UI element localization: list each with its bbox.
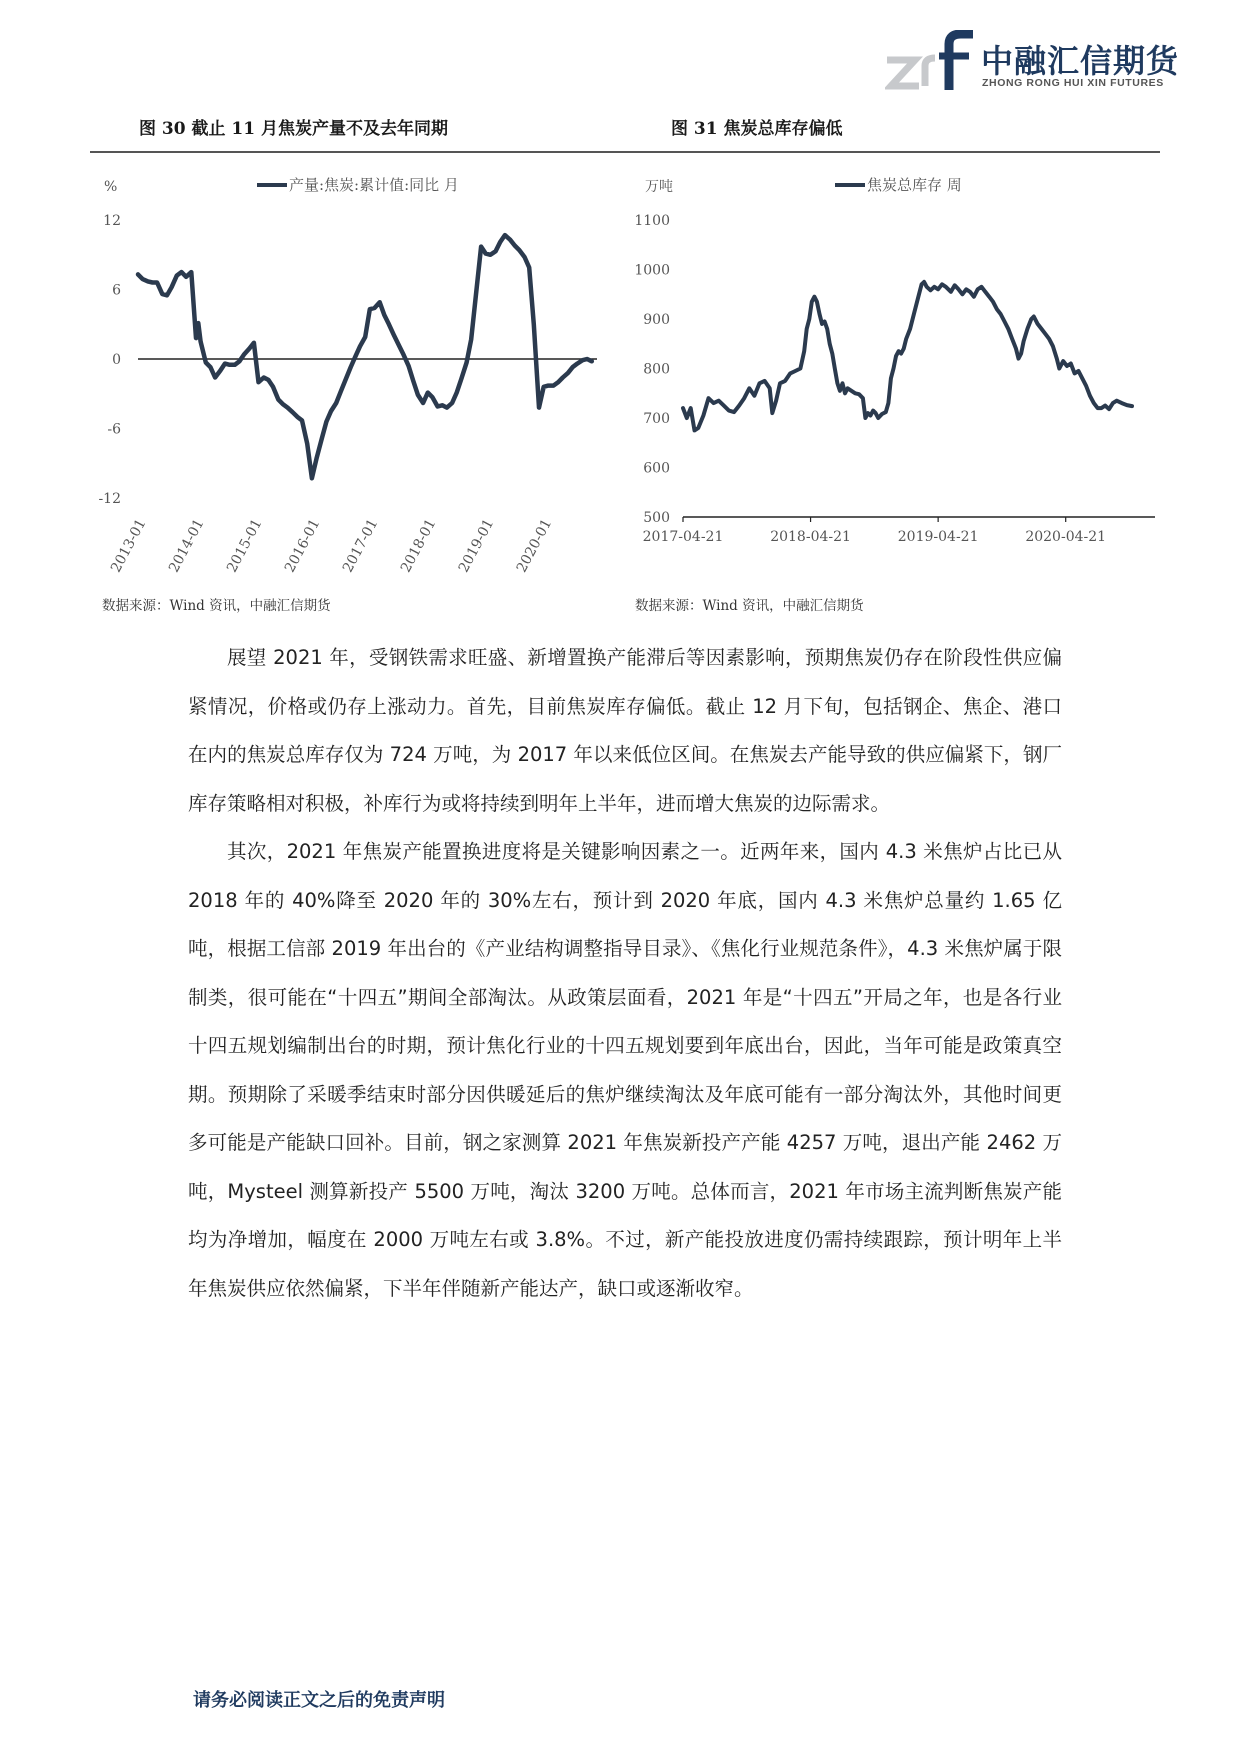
legend-label: 焦炭总库存 周: [867, 176, 962, 194]
x-tick-label: 2017-04-21: [642, 529, 724, 545]
series-line: [683, 282, 1132, 431]
y-tick-label: -12: [98, 491, 121, 507]
x-tick-label: 2018-01: [397, 516, 440, 576]
x-tick-label: 2014-01: [166, 516, 208, 576]
y-tick-label: 700: [643, 411, 670, 427]
x-tick-label: 2016-01: [281, 516, 324, 576]
y-tick-label: 1000: [634, 262, 670, 279]
logo-english-name: ZHONG RONG HUI XIN FUTURES: [982, 77, 1164, 89]
legend: [257, 176, 459, 194]
disclaimer-notice: 请务必阅读正文之后的免责声明: [193, 1690, 445, 1711]
figure-title-rule: [90, 151, 1160, 153]
figure-31-title: 图 31 焦炭总库存偏低: [671, 119, 843, 139]
coke-output-yoy-chart: [92, 160, 612, 580]
y-tick-label: 900: [643, 312, 670, 328]
company-logo: [885, 30, 1180, 92]
legend-label: 产量:焦炭:累计值:同比 月: [289, 176, 459, 194]
y-tick-label: 500: [643, 510, 670, 526]
coke-total-inventory-chart: [625, 160, 1165, 580]
x-tick-label: 2018-04-21: [770, 529, 851, 545]
x-tick-label: 2019-01: [455, 516, 498, 576]
paragraph-capacity: 其次，2021 年焦炭产能置换进度将是关键影响因素之一。近两年来，国内 4.3 米焦炉占比已从 2018 年的 40%降至 2020 年的 30%左右，预计到 2020 年底，国内 4.3 米焦炉总量约 1.65 亿吨，根据工信部 2019 年出台的《产业结构调整指导目录》、《焦化行业规范条件》，4.3 米焦炉属于限制类，很可能在“十四五”期间全部淘汰。从政策层面看，2021 年是“十四五”开局之年，也是各行业十四五规划编制出台的时期，预计焦化行业的十四五规划要到年底出台，因此，当年可能是政策真空期。预期除了采暖季结束时部分因供暖延后的焦炉继续淘汰及年底可能有一部分淘汰外，其他时间更多可能是产能缺口回补。目前，钢之家测算 2021 年焦炭新投产产能 4257 万吨，退出产能 2462 万吨，Mysteel 测算新投产 5500 万吨，淘汰 3200 万吨。总体而言，2021 年市场主流判断焦炭产能均为净增加，幅度在 2000 万吨左右或 3.8%。不过，新产能投放进度仍需持续跟踪，预计明年上半年焦炭供应依然偏紧，下半年伴随新产能达产，缺口或逐渐收窄。: [188, 840, 1062, 1300]
paragraph-outlook: 展望 2021 年，受钢铁需求旺盛、新增置换产能滞后等因素影响，预期焦炭仍存在阶段性供应偏紧情况，价格或仍存上涨动力。首先，目前焦炭库存偏低。截止 12 月下旬，包括钢企、焦企、港口在内的焦炭总库存仅为 724 万吨，为 2017 年以来低位区间。在焦炭去产能导致的供应偏紧下，钢厂库存策略相对积极，补库行为或将持续到明年上半年，进而增大焦炭的边际需求。: [188, 646, 1062, 815]
x-tick-label: 2019-04-21: [897, 529, 979, 545]
right-chart-source: 数据来源：Wind 资讯，中融汇信期货: [635, 598, 864, 614]
x-tick-label: 2013-01: [108, 516, 150, 576]
y-tick-label: 6: [112, 282, 121, 299]
article-body: [188, 634, 1062, 1313]
left-chart-source: 数据来源：Wind 资讯，中融汇信期货: [102, 598, 331, 614]
y-tick-label: 600: [643, 460, 670, 477]
y-tick-label: 12: [103, 213, 121, 229]
logo-chinese-name: 中融汇信期货: [981, 42, 1180, 80]
x-tick-label: 2015-01: [223, 516, 266, 576]
legend: [835, 176, 962, 194]
y-tick-label: 0: [112, 352, 121, 368]
y-axis-unit: %: [104, 179, 118, 195]
x-tick-label: 2017-01: [339, 516, 382, 576]
x-tick-label: 2020-04-21: [1025, 529, 1107, 545]
y-tick-label: -6: [107, 421, 121, 438]
zrf-logo-mark: [885, 30, 975, 92]
y-tick-label: 1100: [634, 213, 670, 229]
series-line: [138, 235, 592, 478]
y-tick-label: 800: [643, 361, 670, 378]
y-axis-unit: 万吨: [645, 179, 673, 195]
figure-30-title: 图 30 截止 11 月焦炭产量不及去年同期: [139, 119, 448, 139]
x-tick-label: 2020-01: [513, 516, 556, 576]
